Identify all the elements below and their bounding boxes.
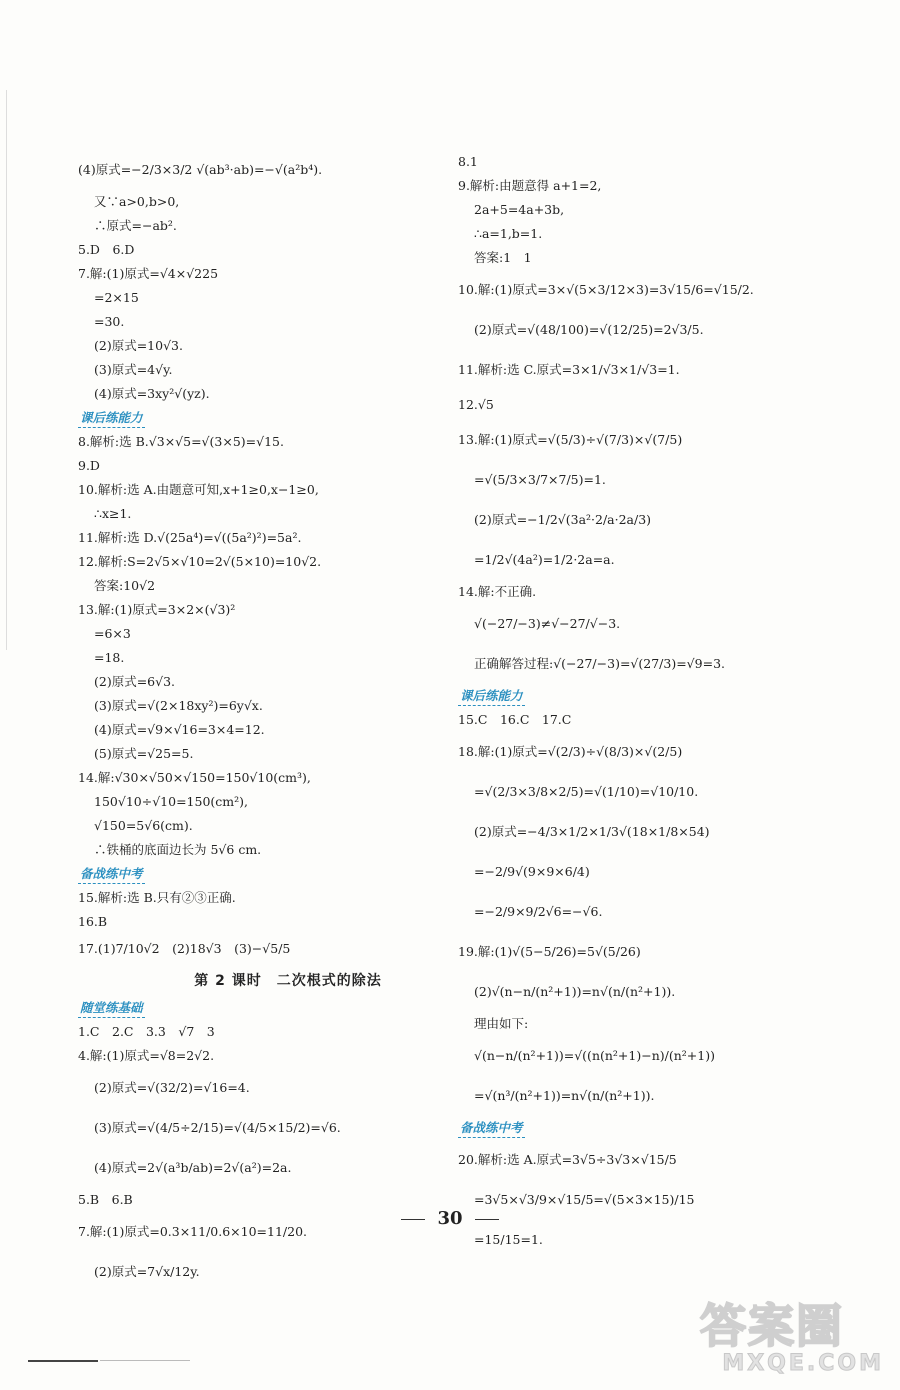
answer-line: (3)原式=√(2×18xy²)=6y√x. — [94, 698, 263, 713]
left-column — [78, 150, 438, 1292]
answer-line: ∴a=1,b=1. — [474, 226, 543, 241]
answer-line: =15/15=1. — [474, 1232, 543, 1247]
section-heading: 课后练能力 — [458, 687, 525, 706]
section-heading: 备战练中考 — [78, 865, 145, 884]
page-number-left-dash — [401, 1219, 425, 1220]
answer-line: 12.√5 — [458, 397, 494, 412]
answer-line: (2)原式=−1/2√(3a²·2/a·2a/3) — [474, 512, 652, 527]
answer-line: 19.解:(1)√(5−5/26)=5√(5/26) — [458, 944, 641, 959]
page-number-text: 30 — [437, 1208, 463, 1229]
page-number-right-dash — [475, 1219, 499, 1220]
answer-line: (2)原式=√(32/2)=√16=4. — [94, 1080, 250, 1095]
answer-line: (2)原式=7√x/12y. — [94, 1264, 200, 1279]
page-number — [0, 1208, 900, 1229]
watermark-url-text: MXQE.COM — [722, 1351, 884, 1376]
answer-line: 答案:10√2 — [94, 578, 156, 593]
section-heading-row — [78, 406, 438, 430]
answer-line: 5.B 6.B — [78, 1192, 133, 1207]
answer-line: (2)原式=√(48/100)=√(12/25)=2√3/5. — [474, 322, 704, 337]
answer-line: 14.解:不正确. — [458, 584, 537, 599]
section-heading-row — [458, 684, 838, 708]
answer-line: 5.D 6.D — [78, 242, 135, 257]
answer-line: √150=5√6(cm). — [94, 818, 193, 833]
answer-line: 7.解:(1)原式=√4×√225 — [78, 266, 219, 281]
section-heading: 随堂练基础 — [78, 999, 145, 1018]
answer-line: =3√5×√3/9×√15/5=√(5×3×15)/15 — [474, 1192, 695, 1207]
answer-line: (2)√(n−n/(n²+1))=n√(n/(n²+1)). — [474, 984, 676, 999]
answer-line: 9.解析:由题意得 a+1=2, — [458, 178, 602, 193]
answer-line: 11.解析:选 C.原式=3×1/√3×1/√3=1. — [458, 362, 680, 377]
answer-line: (2)原式=6√3. — [94, 674, 176, 689]
answer-line: 8.1 — [458, 154, 478, 169]
answer-line: √(n−n/(n²+1))=√((n(n²+1)−n)/(n²+1)) — [474, 1048, 715, 1063]
answer-line: (4)原式=√9×√16=3×4=12. — [94, 722, 265, 737]
answer-line: 10.解:(1)原式=3×√(5×3/12×3)=3√15/6=√15/2. — [458, 282, 754, 297]
answer-line: =√(5/3×3/7×7/5)=1. — [474, 472, 606, 487]
answer-line: =18. — [94, 650, 125, 665]
answer-line: ∴原式=−ab². — [94, 218, 177, 233]
answer-line: 150√10÷√10=150(cm²), — [94, 794, 248, 809]
answer-line: (4)原式=3xy²√(yz). — [94, 386, 210, 401]
answer-line: (3)原式=√(4/5÷2/15)=√(4/5×15/2)=√6. — [94, 1120, 341, 1135]
answer-line: 15.解析:选 B.只有②③正确. — [78, 890, 236, 905]
answer-line: =1/2√(4a²)=1/2·2a=a. — [474, 552, 615, 567]
binding-margin-line — [6, 90, 7, 650]
answer-line: 9.D — [78, 458, 100, 473]
answer-line: 13.解:(1)原式=3×2×(√3)² — [78, 602, 236, 617]
answer-line: (2)原式=−4/3×1/2×1/3√(18×1/8×54) — [474, 824, 710, 839]
answer-line: 16.B — [78, 914, 108, 929]
answer-line: 20.解析:选 A.原式=3√5÷3√3×√15/5 — [458, 1152, 677, 1167]
answer-line: 11.解析:选 D.√(25a⁴)=√((5a²)²)=5a². — [78, 530, 302, 545]
watermark-main-text: 答案圈 — [700, 1299, 844, 1353]
answer-line: 7.解:(1)原式=0.3×11/0.6×10=11/20. — [78, 1224, 308, 1239]
answer-line: 理由如下: — [474, 1016, 529, 1031]
section-heading: 课后练能力 — [78, 409, 145, 428]
answer-line: (3)原式=4√y. — [94, 362, 173, 377]
answer-line: =6×3 — [94, 626, 131, 641]
footer-rule-light — [100, 1360, 190, 1361]
answer-line: 10.解析:选 A.由题意可知,x+1≥0,x−1≥0, — [78, 482, 319, 497]
answer-line: 正确解答过程:√(−27/−3)=√(27/3)=√9=3. — [474, 656, 726, 671]
footer-rule — [28, 1360, 98, 1362]
section-heading-row — [78, 862, 438, 886]
answer-line: ∴x≥1. — [94, 506, 132, 521]
answer-line: =√(n³/(n²+1))=n√(n/(n²+1)). — [474, 1088, 655, 1103]
answer-line: (2)原式=10√3. — [94, 338, 183, 353]
answer-line: 18.解:(1)原式=√(2/3)÷√(8/3)×√(2/5) — [458, 744, 683, 759]
answer-line: (4)原式=2√(a³b/ab)=2√(a²)=2a. — [94, 1160, 292, 1175]
answer-line: =−2/9×9/2√6=−√6. — [474, 904, 603, 919]
lesson-title: 第 2 课时 二次根式的除法 — [194, 973, 382, 989]
answer-line: =−2/9√(9×9×6/4) — [474, 864, 590, 879]
answer-line: 12.解析:S=2√5×√10=2√(5×10)=10√2. — [78, 554, 322, 569]
answer-line: =2×15 — [94, 290, 139, 305]
answer-line: 14.解:√30×√50×√150=150√10(cm³), — [78, 770, 311, 785]
answer-line: 13.解:(1)原式=√(5/3)÷√(7/3)×√(7/5) — [458, 432, 683, 447]
answer-line: 4.解:(1)原式=√8=2√2. — [78, 1048, 215, 1063]
section-heading: 备战练中考 — [458, 1119, 525, 1138]
section-heading-row — [458, 1116, 838, 1140]
answer-line: ∴铁桶的底面边长为 5√6 cm. — [94, 842, 262, 857]
answer-line: 2a+5=4a+3b, — [474, 202, 565, 217]
section-heading-row — [78, 996, 438, 1020]
answer-line: 17.(1)7/10√2 (2)18√3 (3)−√5/5 — [78, 941, 291, 956]
answer-line: (5)原式=√25=5. — [94, 746, 194, 761]
answer-line: =30. — [94, 314, 125, 329]
watermark-logo — [700, 1300, 890, 1380]
answer-line: √(−27/−3)≠√−27/√−3. — [474, 616, 621, 631]
answer-line: 又∵a>0,b>0, — [94, 194, 180, 209]
right-column — [458, 150, 838, 1260]
answer-line: (4)原式=−2/3×3/2 √(ab³·ab)=−√(a²b⁴). — [78, 162, 323, 177]
answer-line: 答案:1 1 — [474, 250, 532, 265]
answer-line: 1.C 2.C 3.3 √7 3 — [78, 1024, 215, 1039]
answer-line: 8.解析:选 B.√3×√5=√(3×5)=√15. — [78, 434, 284, 449]
answer-line: 15.C 16.C 17.C — [458, 712, 572, 727]
answer-line: =√(2/3×3/8×2/5)=√(1/10)=√10/10. — [474, 784, 699, 799]
